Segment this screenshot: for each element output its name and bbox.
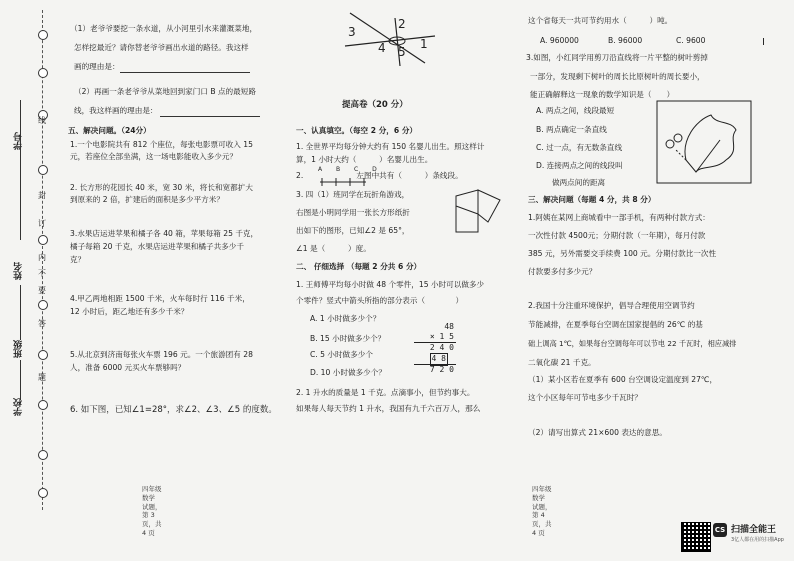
fill-line [20,360,22,400]
roman-mark: I [762,37,765,48]
problem-1: 1.一个电影院共有 812 个座位，每张电影票可收入 15 [70,140,253,149]
problem-3: 橘子每箱 20 千克，水果店运进苹果和橘子共多少千 [70,242,244,251]
solve-1: 385 元，另外需要交手续费 100 元。分期付款比一次性 [528,249,717,258]
leaf-scissors-figure [656,100,752,184]
fill-1: 1. 全世界平均每分钟大约有 150 名婴儿出生。照这样计 [296,142,485,151]
solve-1: 一次性付款 4500元；分期付款（一年期），每月付款 [528,231,706,240]
problem-4: 4.甲乙两地相距 1500 千米，火车每时行 116 千米， [70,294,250,303]
choice-1: 个零件？竖式中箭头所指的部分表示（ ） [296,296,464,305]
fill-3: 3. 四（1）班同学在玩折角游戏， [296,190,410,199]
solve-2: 节能减排，在夏季每台空调在国家提倡的 26℃ 的基 [528,320,703,329]
solve-2-part-1: 这个小区每年可节电多少千瓦时？ [528,393,642,402]
seal-char: 线 [38,116,46,125]
q2-line: （2）再画一条老爷爷从菜地回到家门口 B 点的最短路 [74,87,256,96]
problem-1: 元，若座位全部坐满，这一场电影能收入多少元？ [70,152,238,161]
q1-line: 画的理由是： [74,62,120,71]
solve-2: 础上调高 1℃，如果每台空调每年可以节电 22 千瓦时，相应减排 [528,339,737,348]
solve-1: 付款要多付多少元？ [528,267,597,276]
angle-label-5: 5 [398,45,406,59]
calc-row: 2 4 0 [429,343,454,352]
fill-line [20,100,22,240]
seal-char: 不 [38,269,46,278]
choice-2: 2. 1 升水的质量是 1 千克。点滴事小，但节约事大。 [296,388,475,397]
choice-2: 如果每人每天节约 1 升水，我国有九千六百万人，那么 [296,404,481,413]
answer-blank [160,116,260,117]
hole-dot [38,400,48,410]
calc-row: × 1 5 [429,332,454,341]
option-c: C. 5 小时做多少个 [310,350,373,359]
angle-label-4: 4 [378,41,386,55]
solve-2: 二氧化碳 21 千克。 [528,358,596,367]
folded-paper-figure [448,186,504,236]
option-a: A. 1 小时做多少个？ [310,314,381,323]
leaf-option-a: A. 两点之间，线段最短 [536,106,615,115]
seal-char: 要 [38,286,46,295]
choice-3: 一部分，发现剩下树叶的周长比原树叶的周长要小， [530,72,705,81]
section-3-heading: 三、解决问题（每题 4 分，共 8 分） [528,195,656,204]
q1-line: 怎样挖最近？请你替老爷爷画出水道的路径。我这样 [74,43,249,52]
leaf-option-d: D. 连接两点之间的线段叫 [536,161,623,170]
student-id-label: 学号 [14,132,24,150]
school-label: 学校 [14,398,24,416]
q2-line: 线，我这样画的理由是： [74,106,158,115]
page-footer-left: 四年级 数学 试题，第 3 页，共 4 页 [142,485,168,537]
seal-char: 答 [38,319,46,328]
seal-char: 内 [38,253,46,262]
class-label: 班级 [14,340,24,358]
problem-3: 3.水果店运进苹果和橘子各 40 箱，苹果每箱 25 千克， [70,229,259,238]
problem-4: 12 小时后，距乙地还有多少千米？ [70,307,189,316]
leaf-option-b: B. 两点确定一条直线 [536,125,607,134]
bonus-title: 提高卷（20 分） [342,100,408,110]
hole-dot [38,68,48,78]
choice-3: 3.如图，小红同学用剪刀沿直线将一片平整的树叶剪掉 [526,53,708,62]
angle-label-2: 2 [398,17,406,31]
choice-2-cont: 这个省每天一共可节约用水（ ）吨。 [528,16,673,25]
problem-5: 5.从北京到济南每张火车票 196 元。一个旅游团有 28 [70,350,253,359]
problem-6: 6. 如下图，已知∠1=28°，求∠2、∠3、∠5 的度数。 [70,405,277,415]
calc-row-boxed: 4 8 [430,353,448,366]
hole-dot [38,30,48,40]
seal-char: 题 [38,373,46,382]
seal-char: 封 [38,191,46,200]
calc-row: 7 2 0 [429,365,454,374]
option-c: C. 9600 [676,36,706,45]
choice-heading: 二、 仔细选择 （每题 2 分共 6 分） [296,262,422,271]
leaf-option-d-cont: 做两点间的距离 [552,178,606,187]
option-d: D. 10 小时做多少个？ [310,368,386,377]
scanner-logo-icon: CS [713,523,727,537]
name-label: 姓名 [14,262,24,280]
solve-1: 1.阿姨在某网上商城看中一部手机，有两种付款方式： [528,213,710,222]
problem-2: 2. 长方形的花园长 40 米，宽 30 米，将长和宽都扩大 [70,183,253,192]
problem-3: 克？ [70,255,86,264]
choice-3: 能正确解释这一现象的数学知识是（ ） [530,90,675,99]
solve-2: 2.我国十分注重环境保护，倡导合理使用空调节约 [528,301,695,310]
fill-3: ∠1 是（ ）度。 [296,244,371,253]
fill-1: 算，1 小时大约（ ）名婴儿出生。 [296,155,433,164]
qr-code [681,522,711,552]
solve-2-part-1: （1）某小区若在夏季有 600 台空调设定温度到 27℃， [528,375,718,384]
leaf-option-c: C. 过一点，有无数条直线 [536,143,623,152]
hole-dot [38,450,48,460]
segment-letters: A B C D [318,166,383,173]
hole-dot [38,488,48,498]
option-b: B. 96000 [608,36,643,45]
problem-2: 到原来的 2 倍，扩建后的面积是多少平方米？ [70,195,224,204]
problem-5: 人，准备 6000 元买火车票够吗？ [70,363,186,372]
vertical-calculation [410,322,458,374]
option-a: A. 960000 [540,36,579,45]
fill-in-heading: 一、认真填空。（每空 2 分，6 分） [296,126,418,135]
seal-char: 订 [38,219,46,228]
hole-dot [38,165,48,175]
fill-3: 右图是小明同学用一张长方形纸折 [296,208,410,217]
fill-3: 出如下的图形，已知∠2 是 65°， [296,226,410,235]
solve-2-part-2: （2）请写出算式 21×600 表达的意思。 [528,428,667,437]
binding-margin [0,0,60,520]
section-5-heading: 五、解决问题。（24分） [68,126,151,135]
scanner-brand-name: 扫描全能王 [731,525,777,535]
q1-line: （1）老爷爷要挖一条水道，从小河里引水来灌溉菜地， [70,24,258,33]
hole-dot [38,300,48,310]
choice-1: 1. 王师傅平均每小时做 48 个零件，15 小时可以做多少 [296,280,485,289]
hole-dot [38,235,48,245]
calc-row: 48 [444,322,454,331]
segment-figure [318,172,368,186]
hole-dot [38,350,48,360]
option-b: B. 15 小时做多少个？ [310,334,386,343]
fill-2: 2. 左图中共有（ ）条线段。 [296,171,463,180]
angle-label-1: 1 [420,37,428,51]
page-footer-right: 四年级 数学 试题，第 4页，共 4 页 [532,485,565,537]
angle-label-3: 3 [348,25,356,39]
fill-line [20,285,22,340]
answer-blank [120,72,250,73]
scanner-brand-tagline: 3亿人都在用的扫描App [731,537,784,543]
